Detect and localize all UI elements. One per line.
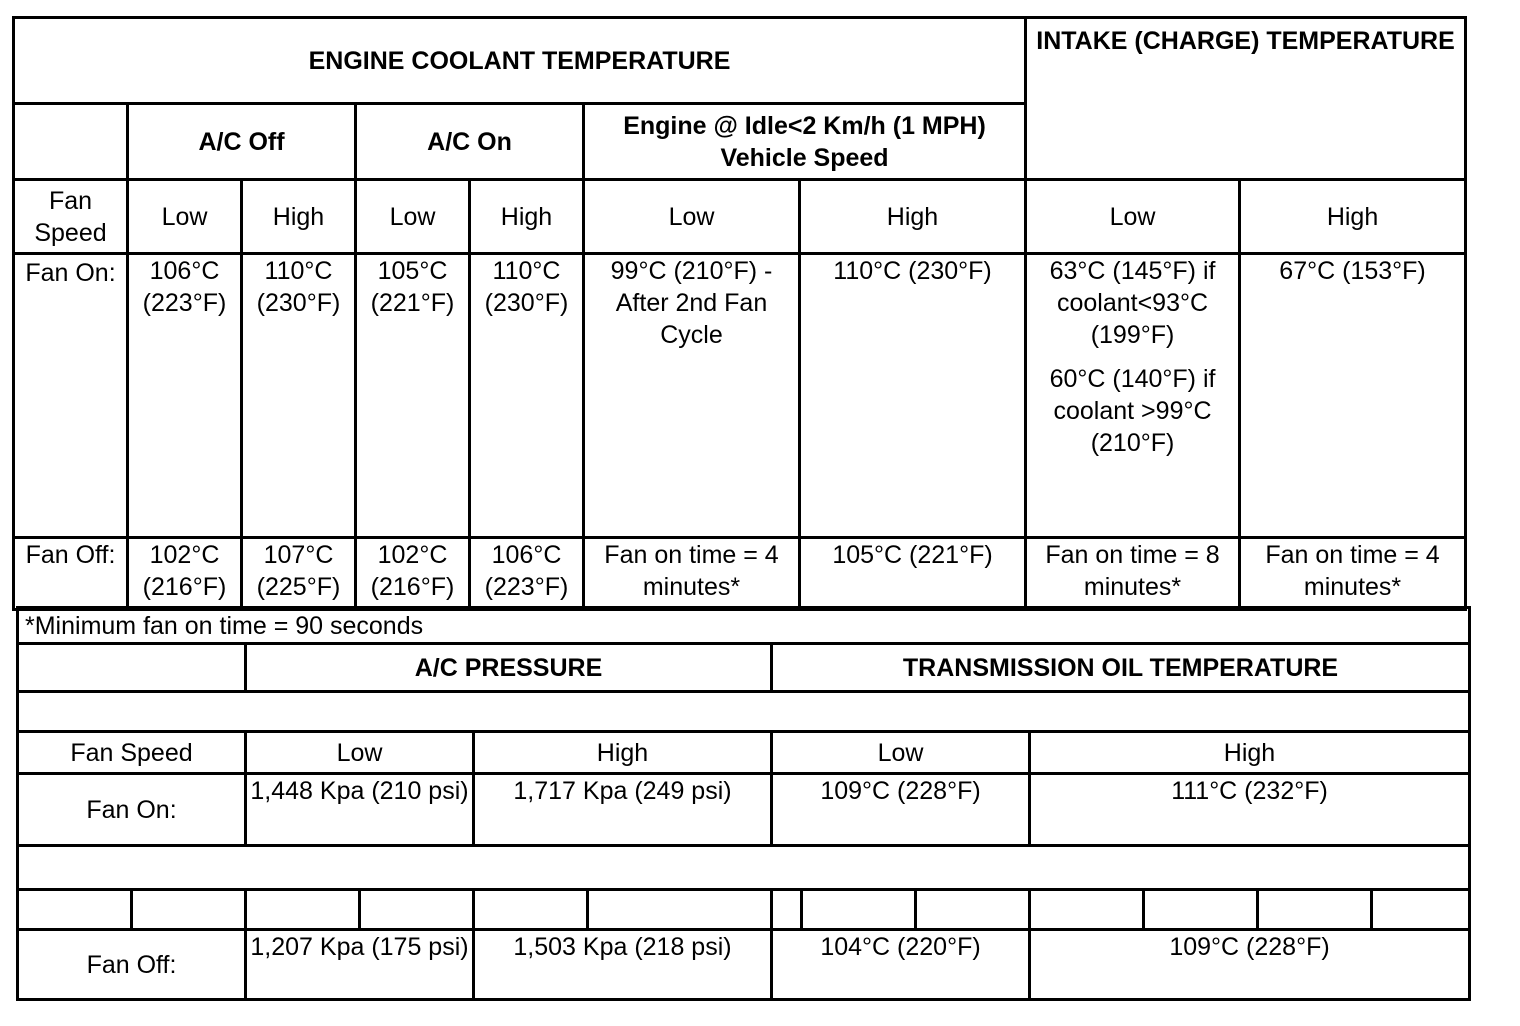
group-ac-on: A/C On [356, 104, 584, 180]
ac-pressure-transmission-table [16, 606, 1471, 1001]
fan-off-label: Fan Off: [14, 538, 128, 610]
fan-on-value: 105°C (221°F) [356, 254, 470, 538]
fan-on-value: 109°C (228°F) [772, 774, 1030, 846]
fan-on-value: 110°C (230°F) [800, 254, 1026, 538]
blank-cell [916, 890, 1030, 930]
fan-off-value: 107°C (225°F) [242, 538, 356, 610]
speed-header: Low [584, 180, 800, 254]
intake-temperature-header: INTAKE (CHARGE) TEMPERATURE [1026, 18, 1466, 180]
fan-off-label: Fan Off: [18, 930, 246, 1000]
blank-cell [1372, 890, 1470, 930]
blank-cell [18, 890, 132, 930]
fan-on-value: 1,448 Kpa (210 psi) [246, 774, 474, 846]
fan-off-value: 109°C (228°F) [1030, 930, 1470, 1000]
fan-off-value: Fan on time = 8 minutes* [1026, 538, 1240, 610]
fan-on-value: 1,717 Kpa (249 psi) [474, 774, 772, 846]
fan-off-value: 102°C (216°F) [356, 538, 470, 610]
fan-on-value: 67°C (153°F) [1240, 254, 1466, 538]
blank-cell [14, 104, 128, 180]
engine-coolant-header: ENGINE COOLANT TEMPERATURE [14, 18, 1026, 104]
fan-off-value: Fan on time = 4 minutes* [1240, 538, 1466, 610]
fan-off-value: Fan on time = 4 minutes* [584, 538, 800, 610]
blank-cell [588, 890, 772, 930]
intake-low-condition-2: 60°C (140°F) if coolant >99°C (210°F) [1049, 365, 1216, 457]
fan-speed-label: Fan Speed [14, 180, 128, 254]
speed-header: Low [128, 180, 242, 254]
blank-cell [802, 890, 916, 930]
fan-speed-label: Fan Speed [18, 732, 246, 774]
blank-row [18, 846, 1470, 890]
speed-header: High [474, 732, 772, 774]
speed-header: High [1030, 732, 1470, 774]
intake-low-condition-1: 63°C (145°F) if coolant<93°C (199°F) [1049, 257, 1216, 349]
speed-header: Low [772, 732, 1030, 774]
blank-cell [1030, 890, 1144, 930]
fan-off-value: 1,503 Kpa (218 psi) [474, 930, 772, 1000]
speed-header: High [470, 180, 584, 254]
fan-on-value-intake-low [1026, 254, 1240, 538]
footnote: *Minimum fan on time = 90 seconds [18, 608, 1470, 644]
fan-on-label: Fan On: [14, 254, 128, 538]
blank-cell [18, 644, 246, 692]
fan-on-value: 99°C (210°F) - After 2nd Fan Cycle [584, 254, 800, 538]
fan-off-value: 104°C (220°F) [772, 930, 1030, 1000]
blank-cell [132, 890, 246, 930]
engine-coolant-table [12, 16, 1467, 611]
blank-cell [474, 890, 588, 930]
group-engine-idle: Engine @ Idle<2 Km/h (1 MPH) Vehicle Speed [584, 104, 1026, 180]
speed-header: High [1240, 180, 1466, 254]
fan-off-value: 102°C (216°F) [128, 538, 242, 610]
fan-off-value: 1,207 Kpa (175 psi) [246, 930, 474, 1000]
fan-off-value: 106°C (223°F) [470, 538, 584, 610]
fan-off-value: 105°C (221°F) [800, 538, 1026, 610]
blank-cell [246, 890, 360, 930]
blank-row [18, 692, 1470, 732]
fan-on-value: 111°C (232°F) [1030, 774, 1470, 846]
ac-pressure-header: A/C PRESSURE [246, 644, 772, 692]
speed-header: Low [1026, 180, 1240, 254]
blank-cell [360, 890, 474, 930]
transmission-oil-header: TRANSMISSION OIL TEMPERATURE [772, 644, 1470, 692]
blank-cell [772, 890, 802, 930]
fan-on-value: 106°C (223°F) [128, 254, 242, 538]
speed-header: Low [356, 180, 470, 254]
fan-on-value: 110°C (230°F) [242, 254, 356, 538]
speed-header: Low [246, 732, 474, 774]
blank-cell [1144, 890, 1258, 930]
blank-cell [1258, 890, 1372, 930]
group-ac-off: A/C Off [128, 104, 356, 180]
fan-on-label: Fan On: [18, 774, 246, 846]
fan-on-value: 110°C (230°F) [470, 254, 584, 538]
speed-header: High [242, 180, 356, 254]
speed-header: High [800, 180, 1026, 254]
